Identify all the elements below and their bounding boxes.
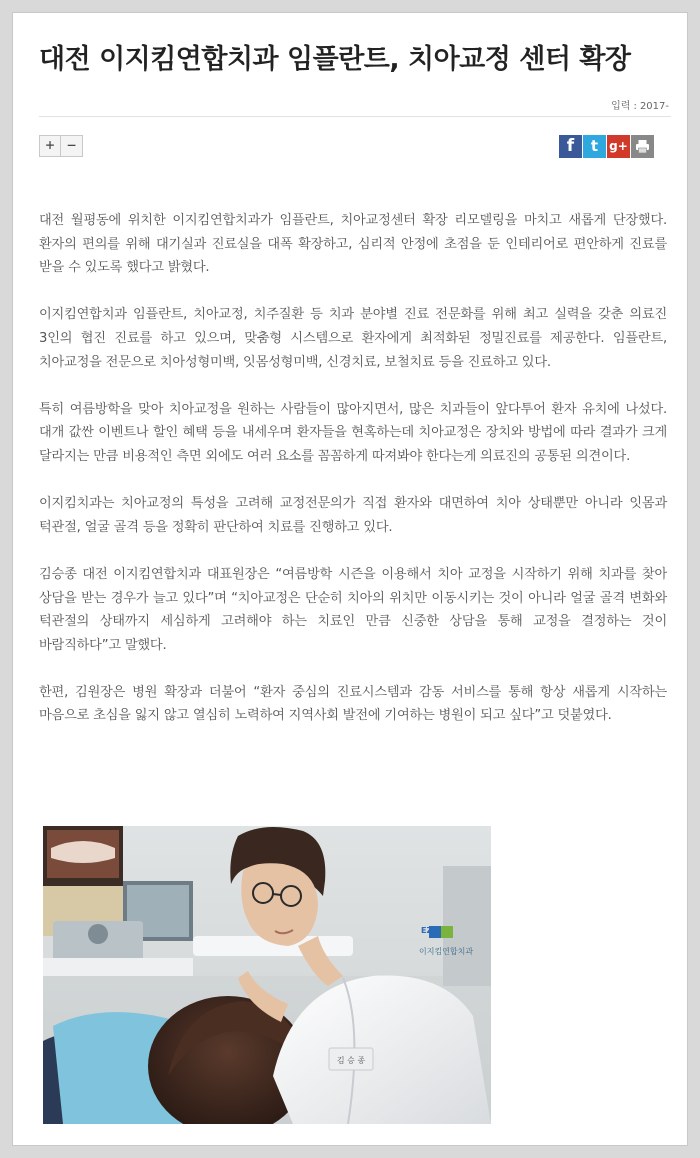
coat-logo-text: 이지킴연합치과 — [419, 947, 474, 956]
article-paragraph: 특히 여름방학을 맞아 치아교정을 원하는 사람들이 많아지면서, 많은 치과들이 앞다투어 환자 유치에 나섰다. 대개 값싼 이벤트나 할인 혜택 등을 내세우며 환자들을 현혹하는데 치아교정은 장치와 방법에 따라 결과가 크게 달라지는 만큼 비용적인 측면 외에도 여러 요소를 꼼꼼하게 따져봐야 한다는게 의료진의 공통된 의견이다. — [39, 401, 667, 464]
dentist-treating-patient-illustration — [43, 826, 491, 1124]
facebook-icon[interactable]: f — [559, 135, 582, 158]
article-date — [608, 97, 669, 112]
font-size-controls — [39, 135, 83, 157]
share-buttons — [559, 135, 654, 158]
google-plus-icon[interactable]: g+ — [607, 135, 630, 158]
article-photo — [43, 826, 491, 1124]
article-paragraph: 대전 월평동에 위치한 이지킴연합치과가 임플란트, 치아교정센터 확장 리모델링을 마치고 새롭게 단장했다. 환자의 편의를 위해 대기실과 진료실을 대폭 확장하고, 심리적 안정에 초점을 둔 인테리어로 편안하게 진료를 받을 수 있도록 했다고 밝혔다. — [39, 213, 667, 276]
article-title: 대전 이지킴연합치과 임플란트, 치아교정 센터 확장 — [39, 44, 631, 75]
badge-text: EZK — [421, 926, 439, 935]
article-paragraph: 한편, 김원장은 병원 확장과 더불어 “환자 중심의 진료시스템과 감동 서비스를 통해 항상 새롭게 시작하는 마음으로 초심을 잃지 않고 열심히 노력하여 지역사회 발전에 기여하는 병원이 되고 싶다”고 덧붙였다. — [39, 684, 667, 724]
name-tag-text: 김 승 종 — [336, 1056, 366, 1065]
article-frame — [12, 12, 688, 1146]
title-divider — [39, 116, 671, 117]
font-increase-button[interactable]: + — [39, 135, 61, 157]
date-label: 입력 : — [611, 101, 637, 112]
article-paragraph: 이지킴연합치과 임플란트, 치아교정, 치주질환 등 치과 분야별 진료 전문화를 위해 최고 실력을 갖춘 의료진 3인의 협진 진료를 하고 있으며, 맞춤형 시스템으로 환자에게 최적화된 정밀진료를 제공한다. 임플란트, 치아교정을 전문으로 치아성형미백, 잇몸성형미백, 신경치료, 보철치료 등을 진료하고 있다. — [39, 307, 667, 370]
article-paragraph: 이지킴치과는 치아교정의 특성을 고려해 교정전문의가 직접 환자와 대면하여 치아 상태뿐만 아니라 잇몸과 턱관절, 얼굴 골격 등을 정확히 판단하여 치료를 진행하고 있다. — [39, 496, 667, 535]
twitter-icon[interactable]: t — [583, 135, 606, 158]
date-value: 2017- — [639, 101, 669, 112]
article-body — [39, 209, 667, 752]
font-decrease-button[interactable]: − — [61, 135, 83, 157]
article-paragraph: 김승종 대전 이지킴연합치과 대표원장은 “여름방학 시즌을 이용해서 치아 교정을 시작하기 위해 치과를 찾아 상담을 받는 경우가 늘고 있다”며 “치아교정은 단순히 치아의 위치만 이동시키는 것이 아니라 얼굴 골격 변화와 턱관절의 상태까지 세심하게 고려해야 하는 치료인 만큼 신중한 상담을 통해 교정을 결정하는 것이 바람직하다”고 말했다. — [39, 566, 667, 653]
print-icon[interactable] — [631, 135, 654, 158]
